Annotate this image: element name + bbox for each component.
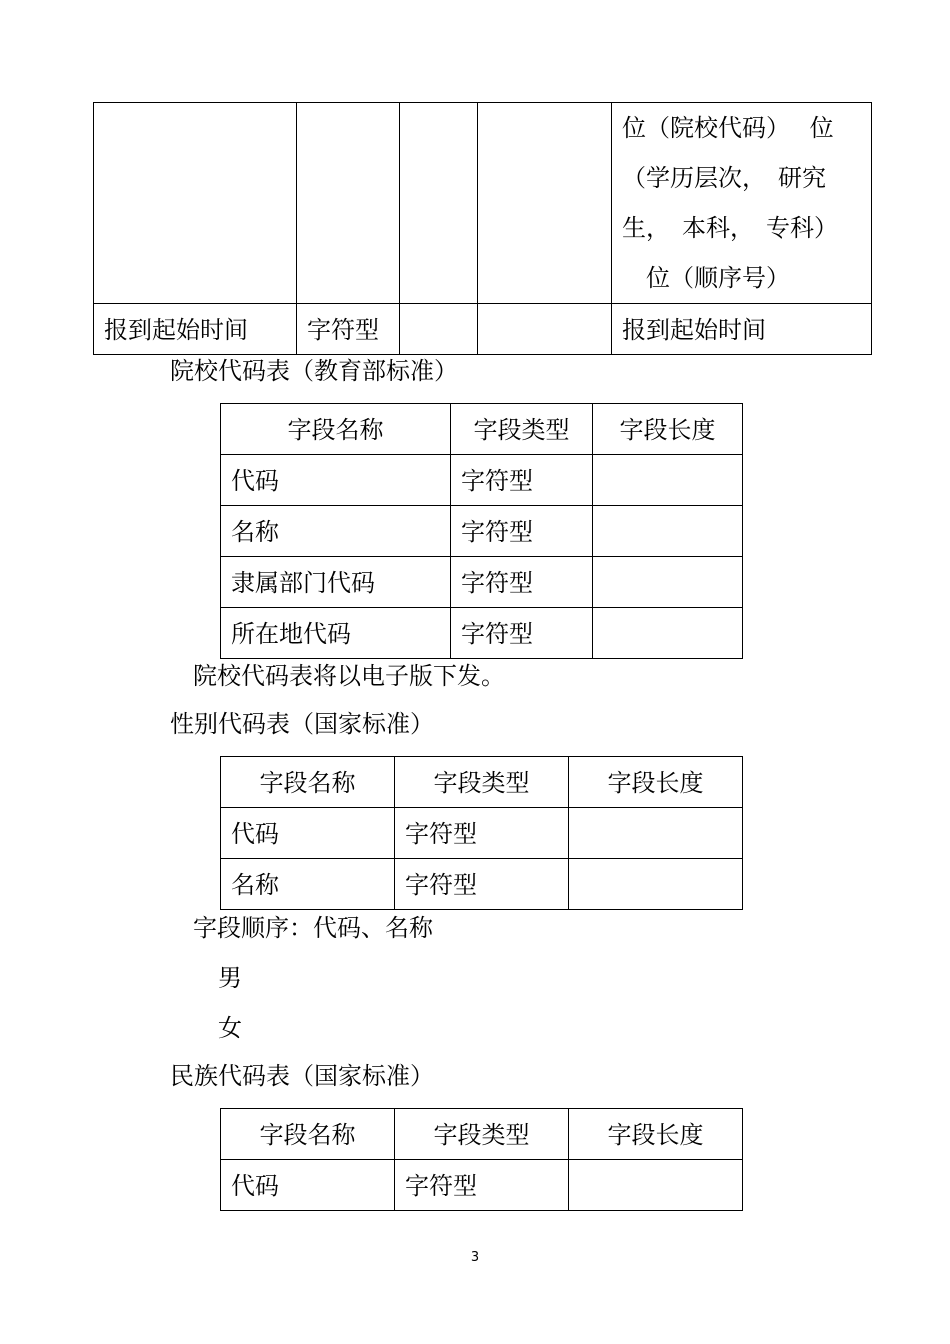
table-header-row xyxy=(221,1109,743,1160)
cell-name: 所在地代码 xyxy=(231,620,351,648)
table-cell xyxy=(569,808,743,859)
table-cell xyxy=(569,1160,743,1211)
page-number: 3 xyxy=(470,1250,480,1265)
table-cell xyxy=(400,304,478,355)
table-cell xyxy=(221,808,395,859)
encoding-line: 位（院校代码） 位 xyxy=(622,114,834,142)
table-row xyxy=(221,557,743,608)
section-title: 性别代码表（国家标准） xyxy=(170,710,434,738)
cell-name: 代码 xyxy=(231,467,279,495)
header-field-type: 字段类型 xyxy=(473,416,570,444)
table-cell xyxy=(221,506,451,557)
table-cell xyxy=(297,103,400,304)
table-cell xyxy=(94,304,297,355)
encoding-line: 生， 本科， 专科） xyxy=(622,214,838,242)
header-field-length: 字段长度 xyxy=(607,769,704,797)
cell-type: 字符型 xyxy=(405,820,477,848)
cell-type: 字符型 xyxy=(461,620,533,648)
table-header-row xyxy=(221,404,743,455)
section-title: 院校代码表（教育部标准） xyxy=(170,357,458,385)
field-col4 xyxy=(478,304,611,354)
table-cell xyxy=(395,808,569,859)
table-cell xyxy=(94,103,297,304)
cell-name: 名称 xyxy=(231,871,279,899)
table-cell xyxy=(297,304,400,355)
table-cell xyxy=(612,304,872,355)
table-cell xyxy=(451,506,593,557)
table-row xyxy=(221,608,743,659)
field-definition-table xyxy=(93,102,872,355)
header-field-type: 字段类型 xyxy=(433,1121,530,1149)
table-cell xyxy=(395,859,569,910)
table-cell xyxy=(478,103,612,304)
table-cell xyxy=(395,1160,569,1211)
cell-type: 字符型 xyxy=(405,871,477,899)
cell-name: 名称 xyxy=(231,518,279,546)
section-note: 院校代码表将以电子版下发。 xyxy=(193,662,505,690)
header-cell xyxy=(221,757,395,808)
encoding-description-cell xyxy=(612,103,872,304)
table-row xyxy=(221,1160,743,1211)
encoding-line: （学历层次， 研究 xyxy=(622,164,826,192)
header-cell xyxy=(395,757,569,808)
school-code-table xyxy=(220,403,743,659)
table-cell xyxy=(593,608,743,659)
table-cell xyxy=(451,608,593,659)
cell-length xyxy=(593,608,742,658)
cell-type: 字符型 xyxy=(461,518,533,546)
cell-length xyxy=(593,506,742,556)
gender-value: 男 xyxy=(218,964,242,992)
ethnicity-code-table xyxy=(220,1108,743,1211)
table-cell xyxy=(221,859,395,910)
header-field-name: 字段名称 xyxy=(259,769,356,797)
table-cell xyxy=(478,304,612,355)
cell-type: 字符型 xyxy=(461,467,533,495)
header-field-name: 字段名称 xyxy=(259,1121,356,1149)
header-field-name: 字段名称 xyxy=(287,416,384,444)
encoding-line: 位（顺序号） xyxy=(622,264,790,292)
table-row xyxy=(94,103,872,304)
header-cell xyxy=(221,404,451,455)
table-cell xyxy=(221,455,451,506)
field-length xyxy=(400,304,477,354)
table-row xyxy=(221,859,743,910)
header-cell xyxy=(451,404,593,455)
header-field-length: 字段长度 xyxy=(607,1121,704,1149)
header-cell xyxy=(395,1109,569,1160)
cell-name: 代码 xyxy=(231,1172,279,1200)
field-name: 报到起始时间 xyxy=(104,316,248,344)
gender-code-table xyxy=(220,756,743,910)
field-type: 字符型 xyxy=(307,316,379,344)
section-title: 民族代码表（国家标准） xyxy=(170,1062,434,1090)
table-cell xyxy=(400,103,478,304)
table-cell xyxy=(593,455,743,506)
cell-length xyxy=(569,859,742,909)
table-cell xyxy=(221,1160,395,1211)
table-cell xyxy=(593,506,743,557)
header-cell xyxy=(593,404,743,455)
table-header-row xyxy=(221,757,743,808)
table-cell xyxy=(593,557,743,608)
table-cell xyxy=(569,859,743,910)
header-cell xyxy=(569,1109,743,1160)
table-cell xyxy=(451,557,593,608)
cell-length xyxy=(569,1160,742,1210)
cell-type: 字符型 xyxy=(461,569,533,597)
table-cell xyxy=(221,608,451,659)
table-row xyxy=(221,506,743,557)
cell-type: 字符型 xyxy=(405,1172,477,1200)
field-order-note: 字段顺序：代码、名称 xyxy=(193,914,433,942)
header-field-type: 字段类型 xyxy=(433,769,530,797)
header-field-length: 字段长度 xyxy=(619,416,716,444)
gender-value: 女 xyxy=(218,1014,242,1042)
table-row xyxy=(221,455,743,506)
field-desc: 报到起始时间 xyxy=(622,316,766,344)
cell-length xyxy=(593,557,742,607)
header-cell xyxy=(569,757,743,808)
table-row xyxy=(94,304,872,355)
cell-name: 隶属部门代码 xyxy=(231,569,375,597)
table-cell xyxy=(451,455,593,506)
cell-length xyxy=(593,455,742,505)
header-cell xyxy=(221,1109,395,1160)
table-cell xyxy=(221,557,451,608)
cell-length xyxy=(569,808,742,858)
cell-name: 代码 xyxy=(231,820,279,848)
table-row xyxy=(221,808,743,859)
